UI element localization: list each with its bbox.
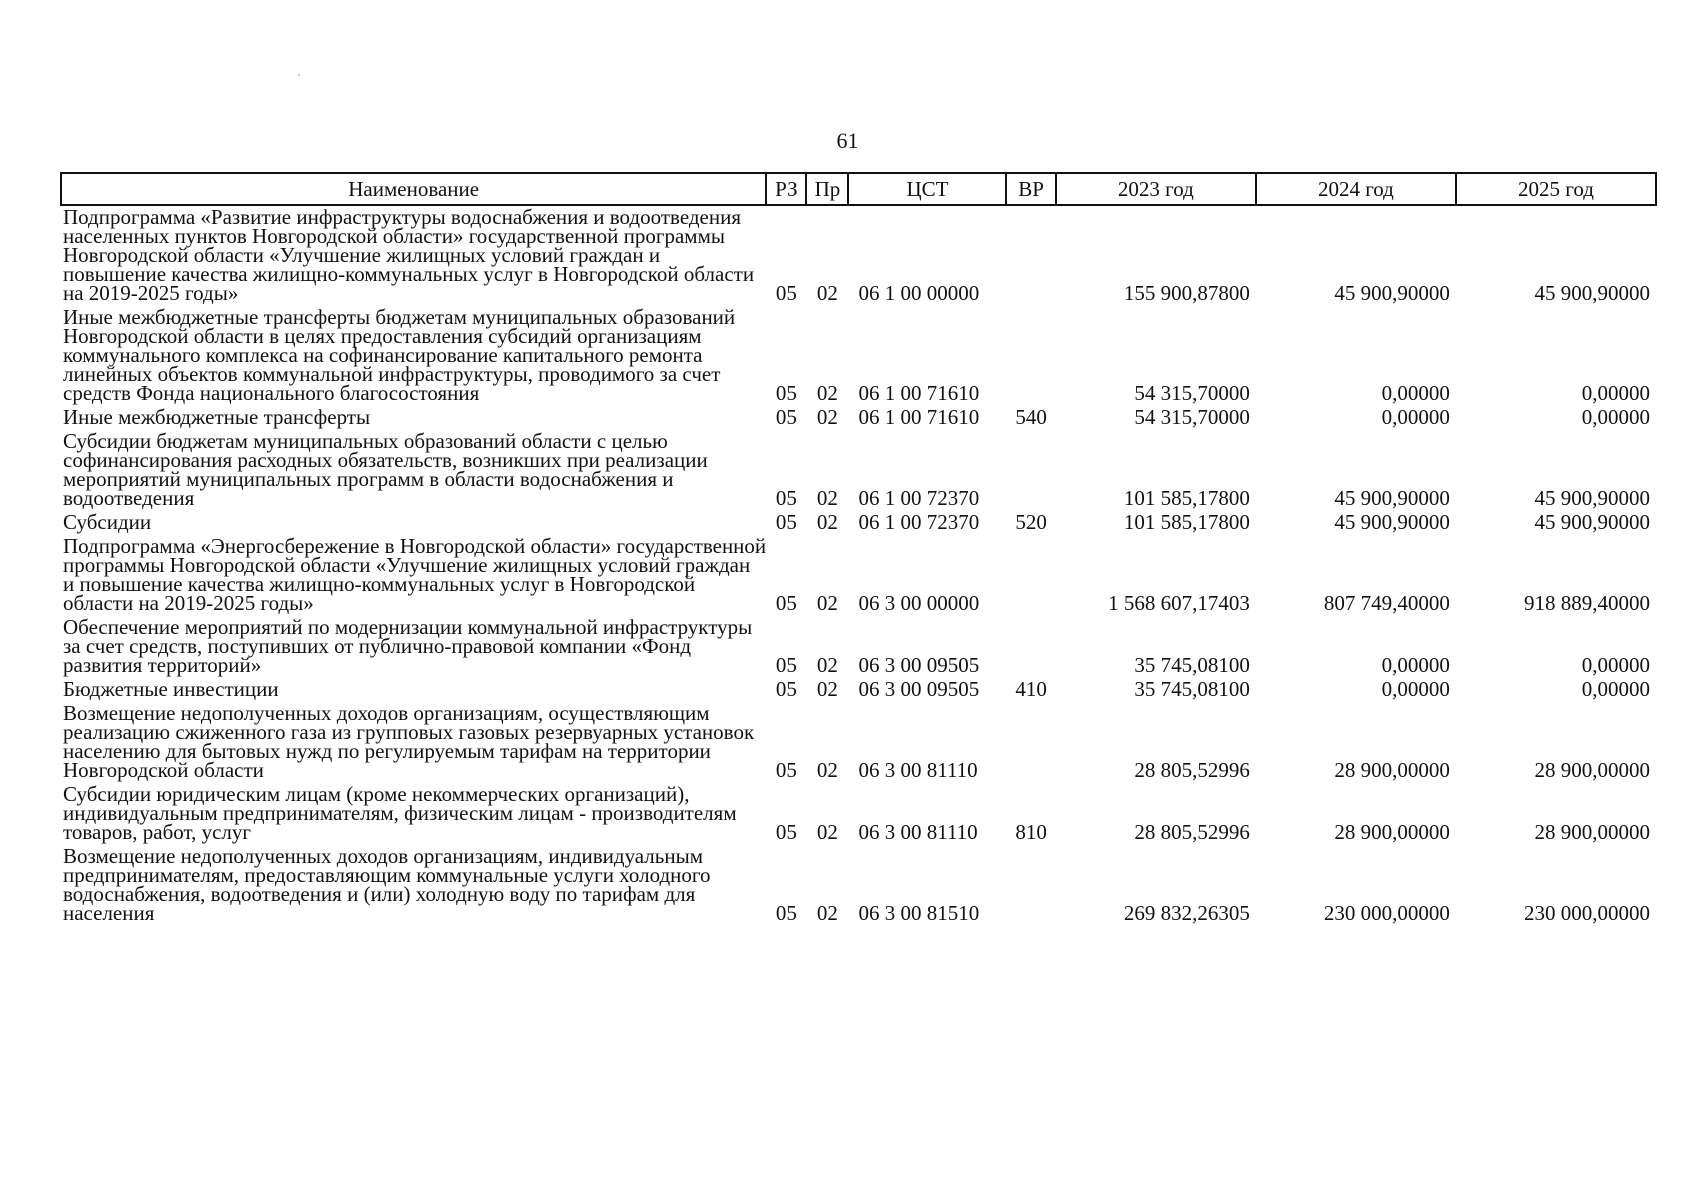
row-2023: 155 900,87800 bbox=[1123, 281, 1250, 305]
header-2025: 2025 год bbox=[1456, 173, 1656, 205]
row-cst: 06 1 00 71610 bbox=[858, 381, 980, 405]
row-pr: 02 bbox=[816, 510, 838, 534]
row-2024: 0,00000 bbox=[1381, 653, 1450, 677]
row-pr: 02 bbox=[816, 591, 838, 615]
row-2024: 0,00000 bbox=[1381, 677, 1450, 701]
table-row bbox=[61, 678, 1656, 702]
row-rz: 05 bbox=[775, 510, 797, 534]
header-cst: ЦСТ bbox=[848, 173, 1006, 205]
row-name: Подпрограмма «Энергосбережение в Новгородской области» государственной программы Новгородской области «Улучшение жилищных условий граждан и повышение качества жилищно-коммунальных услуг в Новгородской области на 2019-2025 годы» bbox=[63, 534, 767, 615]
row-cst: 06 3 00 81510 bbox=[858, 901, 980, 925]
row-2023: 28 805,52996 bbox=[1134, 820, 1250, 844]
row-2024: 45 900,90000 bbox=[1334, 281, 1450, 305]
row-2025: 0,00000 bbox=[1581, 381, 1650, 405]
row-pr: 02 bbox=[816, 486, 838, 510]
row-name: Иные межбюджетные трансферты бюджетам муниципальных образований Новгородской области в целях предоставления субсидий организациям коммунального комплекса на софинансирование капитального ремонта линейных объектов коммунальной инфраструктуры, проводимого за счет средств Фонда национального благосостояния bbox=[63, 305, 736, 405]
row-vr bbox=[1006, 430, 1055, 511]
row-name: Бюджетные инвестиции bbox=[63, 677, 279, 701]
row-2023: 54 315,70000 bbox=[1134, 381, 1250, 405]
row-vr: 810 bbox=[1015, 820, 1047, 844]
table-row bbox=[61, 845, 1656, 926]
row-2023: 101 585,17800 bbox=[1123, 486, 1250, 510]
row-name: Субсидии bbox=[63, 510, 152, 534]
row-2023: 269 832,26305 bbox=[1123, 901, 1250, 925]
row-pr: 02 bbox=[816, 820, 838, 844]
row-2025: 0,00000 bbox=[1581, 653, 1650, 677]
table-header-row bbox=[61, 173, 1656, 205]
row-name: Иные межбюджетные трансферты bbox=[63, 405, 371, 429]
row-vr: 540 bbox=[1015, 405, 1047, 429]
row-2025: 0,00000 bbox=[1581, 405, 1650, 429]
row-2025: 230 000,00000 bbox=[1524, 901, 1650, 925]
row-2024: 230 000,00000 bbox=[1323, 901, 1450, 925]
row-pr: 02 bbox=[816, 281, 838, 305]
header-name: Наименование bbox=[61, 173, 766, 205]
row-cst: 06 1 00 00000 bbox=[858, 281, 980, 305]
row-pr: 02 bbox=[816, 901, 838, 925]
scan-speck bbox=[298, 74, 300, 76]
row-name: Подпрограмма «Развитие инфраструктуры водоснабжения и водоотведения населенных пунктов Новгородской области» государственной программы Новгородской области «Улучшение жилищных условий граждан и повышение качества жилищно-коммунальных услуг в Новгородской области на 2019-2025 годы» bbox=[63, 205, 755, 305]
row-2025: 45 900,90000 bbox=[1534, 281, 1650, 305]
row-2025: 28 900,00000 bbox=[1534, 758, 1650, 782]
row-cst: 06 3 00 00000 bbox=[858, 591, 980, 615]
row-pr: 02 bbox=[816, 405, 838, 429]
page-number: 61 bbox=[836, 128, 859, 153]
row-name: Обеспечение мероприятий по модернизации коммунальной инфраструктуры за счет средств, поступивших от публично-правовой компании «Фонд развития территорий» bbox=[63, 615, 753, 677]
row-rz: 05 bbox=[775, 653, 797, 677]
row-2025: 28 900,00000 bbox=[1534, 820, 1650, 844]
budget-table bbox=[60, 172, 1657, 926]
header-vr: ВР bbox=[1006, 173, 1055, 205]
row-2023: 1 568 607,17403 bbox=[1108, 591, 1250, 615]
row-2025: 45 900,90000 bbox=[1534, 510, 1650, 534]
row-2024: 0,00000 bbox=[1381, 381, 1450, 405]
row-cst: 06 3 00 09505 bbox=[858, 653, 980, 677]
table-row bbox=[61, 702, 1656, 783]
row-2024: 28 900,00000 bbox=[1334, 758, 1450, 782]
table-row bbox=[61, 783, 1656, 845]
table-row bbox=[61, 511, 1656, 535]
row-2023: 35 745,08100 bbox=[1134, 653, 1250, 677]
header-pr: Пр bbox=[806, 173, 848, 205]
row-2023: 101 585,17800 bbox=[1123, 510, 1250, 534]
row-rz: 05 bbox=[775, 281, 797, 305]
table-row bbox=[61, 306, 1656, 406]
header-rz: РЗ bbox=[766, 173, 806, 205]
row-name: Возмещение недополученных доходов организациям, индивидуальным предпринимателям, предоставляющим коммунальные услуги холодного водоснабжения, водоотведения и (или) холодную воду по тарифам для населения bbox=[63, 844, 711, 925]
table-row bbox=[61, 205, 1656, 306]
row-2024: 45 900,90000 bbox=[1334, 486, 1450, 510]
row-2025: 45 900,90000 bbox=[1534, 486, 1650, 510]
row-2023: 28 805,52996 bbox=[1134, 758, 1250, 782]
row-pr: 02 bbox=[816, 677, 838, 701]
row-2023: 35 745,08100 bbox=[1134, 677, 1250, 701]
table-row bbox=[61, 616, 1656, 678]
row-cst: 06 1 00 71610 bbox=[858, 405, 980, 429]
row-vr bbox=[1006, 205, 1055, 306]
row-2025: 918 889,40000 bbox=[1524, 591, 1650, 615]
row-2024: 28 900,00000 bbox=[1334, 820, 1450, 844]
header-2023: 2023 год bbox=[1056, 173, 1256, 205]
row-cst: 06 3 00 09505 bbox=[858, 677, 980, 701]
row-pr: 02 bbox=[816, 653, 838, 677]
row-pr: 02 bbox=[816, 381, 838, 405]
row-2024: 807 749,40000 bbox=[1323, 591, 1450, 615]
row-2023: 54 315,70000 bbox=[1134, 405, 1250, 429]
row-vr bbox=[1006, 845, 1055, 926]
row-cst: 06 3 00 81110 bbox=[858, 758, 978, 782]
row-rz: 05 bbox=[775, 758, 797, 782]
row-name: Возмещение недополученных доходов организациям, осуществляющим реализацию сжиженного газа из групповых газовых резервуарных установок населению для бытовых нужд по регулируемым тарифам на территории Новгородской области bbox=[63, 701, 755, 782]
row-cst: 06 3 00 81110 bbox=[858, 820, 978, 844]
row-rz: 05 bbox=[775, 677, 797, 701]
row-rz: 05 bbox=[775, 486, 797, 510]
row-rz: 05 bbox=[775, 901, 797, 925]
row-cst: 06 1 00 72370 bbox=[858, 510, 980, 534]
row-vr bbox=[1006, 616, 1055, 678]
header-2024: 2024 год bbox=[1256, 173, 1456, 205]
row-name: Субсидии юридическим лицам (кроме некоммерческих организаций), индивидуальным предпринимателям, физическим лицам - производителям товаров, работ, услуг bbox=[63, 782, 737, 844]
row-cst: 06 1 00 72370 bbox=[858, 486, 980, 510]
row-vr bbox=[1006, 702, 1055, 783]
table-row bbox=[61, 535, 1656, 616]
row-rz: 05 bbox=[775, 405, 797, 429]
table-row bbox=[61, 430, 1656, 511]
row-2025: 0,00000 bbox=[1581, 677, 1650, 701]
row-2024: 0,00000 bbox=[1381, 405, 1450, 429]
row-pr: 02 bbox=[816, 758, 838, 782]
row-name: Субсидии бюджетам муниципальных образований области с целью софинансирования расходных обязательств, возникших при реализации мероприятий муниципальных программ в области водоснабжения и водоотведения bbox=[63, 429, 708, 510]
row-vr bbox=[1006, 306, 1055, 406]
row-2024: 45 900,90000 bbox=[1334, 510, 1450, 534]
row-vr: 520 bbox=[1015, 510, 1047, 534]
row-rz: 05 bbox=[775, 820, 797, 844]
row-rz: 05 bbox=[775, 381, 797, 405]
table-row bbox=[61, 406, 1656, 430]
row-rz: 05 bbox=[775, 591, 797, 615]
row-vr: 410 bbox=[1015, 677, 1047, 701]
row-vr bbox=[1006, 535, 1055, 616]
